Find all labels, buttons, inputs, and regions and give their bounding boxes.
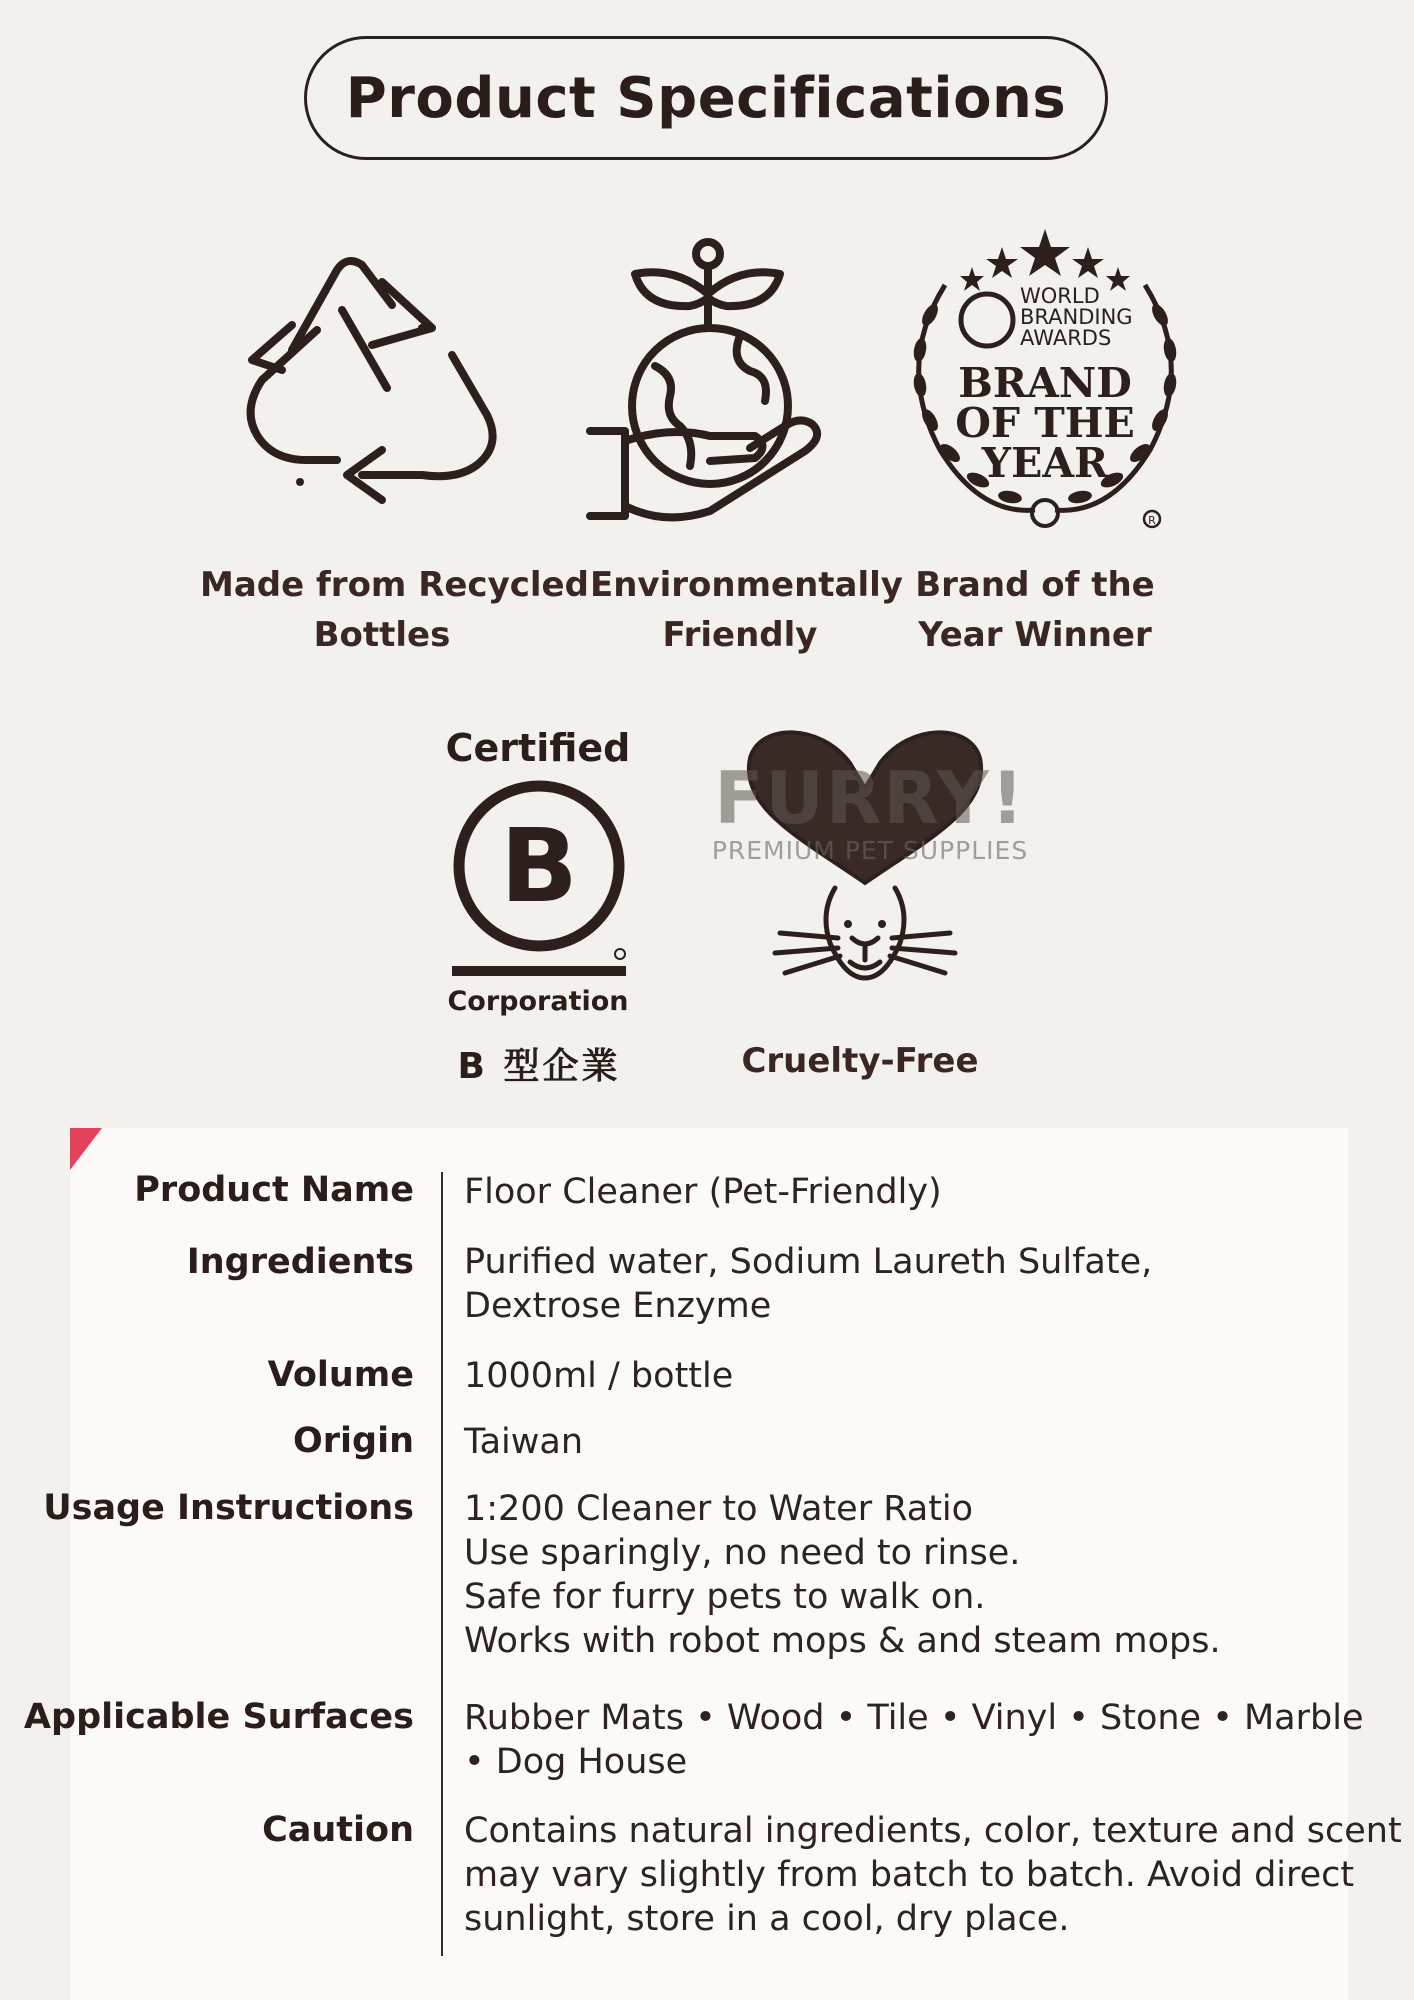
bcorp-corporation-label: Corporation (447, 986, 629, 1017)
spec-label-ingredients: Ingredients (186, 1242, 414, 1282)
bcorp-chinese-label: B 型企業 (457, 1046, 621, 1087)
brand-award-laurel-icon (890, 225, 1200, 535)
page-title: Product Specifications (304, 36, 1108, 160)
award-branding-text: BRANDING (1020, 305, 1133, 329)
feature-award-caption: Brand of the Year Winner (915, 565, 1155, 655)
spec-divider (441, 1172, 443, 1956)
award-brand-text: BRAND (958, 359, 1132, 407)
cruelty-free-bunny-heart-icon (740, 728, 990, 1018)
bcorp-certified-label: Certified (445, 726, 631, 770)
watermark-tagline: PREMIUM PET SUPPLIES (711, 836, 1029, 865)
spec-value-usage: 1:200 Cleaner to Water Ratio Use sparingly, no need to rinse. Safe for furry pets to walk on. Works with robot mops & and steam mops. (464, 1489, 1221, 1661)
spec-label-caution: Caution (262, 1810, 414, 1850)
award-ofthe-text: OF THE (955, 399, 1135, 447)
recycle-icon (222, 250, 512, 520)
spec-label-volume: Volume (267, 1355, 414, 1395)
watermark-brand: FURRY! (714, 756, 1026, 840)
bcorp-letter: B (500, 807, 578, 926)
spec-value-caution: Contains natural ingredients, color, texture and scent may vary slightly from batch to batch. Avoid direct sunlight, store in a cool, dry place. (464, 1811, 1402, 1939)
spec-value-volume: 1000ml / bottle (464, 1356, 734, 1396)
spec-label-usage: Usage Instructions (43, 1488, 414, 1528)
spec-value-ingredients: Purified water, Sodium Laureth Sulfate, Dextrose Enzyme (464, 1242, 1153, 1326)
spec-label-origin: Origin (293, 1421, 414, 1461)
feature-recycled-caption: Made from Recycled Bottles (200, 565, 589, 655)
eco-globe-hand-icon (580, 236, 840, 536)
award-awards-text: AWARDS (1020, 326, 1112, 350)
cruelty-free-caption: Cruelty-Free (741, 1041, 979, 1081)
bcorp-logo-icon (446, 780, 632, 980)
award-world-text: WORLD (1020, 284, 1100, 308)
award-year-text: YEAR (981, 439, 1109, 487)
corner-accent (70, 1128, 102, 1170)
svg-text:R: R (1148, 514, 1156, 527)
spec-label-product-name: Product Name (134, 1170, 414, 1210)
spec-value-origin: Taiwan (464, 1422, 584, 1462)
feature-eco-caption: Environmentally Friendly (590, 565, 903, 655)
spec-value-product-name: Floor Cleaner (Pet-Friendly) (464, 1172, 942, 1212)
spec-value-surfaces: Rubber Mats • Wood • Tile • Vinyl • Stone • Marble • Dog House (464, 1698, 1364, 1782)
spec-label-surfaces: Applicable Surfaces (23, 1697, 414, 1737)
